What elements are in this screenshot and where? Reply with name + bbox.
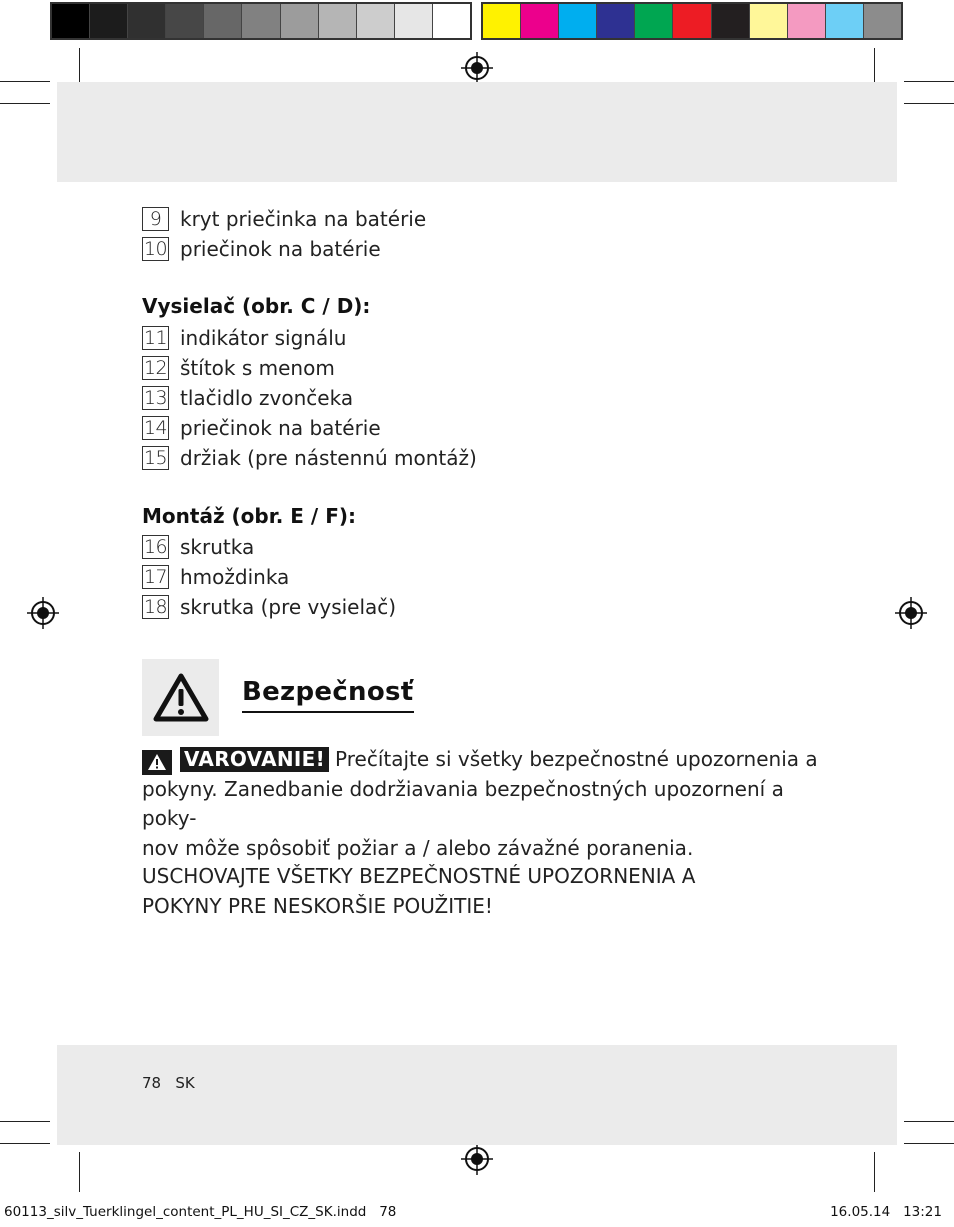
page-number: 78 <box>142 1074 162 1092</box>
item-text: priečinok na batérie <box>180 416 381 440</box>
section-heading-transmitter: Vysielač (obr. C / D): <box>142 294 371 318</box>
item-text: skrutka (pre vysielač) <box>180 595 397 619</box>
color-swatch <box>52 4 90 38</box>
item-text: hmoždinka <box>180 565 290 589</box>
warning-label: VAROVANIE! <box>180 747 329 772</box>
item-text: kryt priečinka na batérie <box>180 207 427 231</box>
item-number-box: 16 <box>143 536 168 558</box>
list-item <box>142 416 381 440</box>
warning-triangle-icon <box>153 673 209 723</box>
color-swatch <box>166 4 204 38</box>
color-swatch <box>521 4 559 38</box>
list-item <box>142 237 381 261</box>
crop-mark <box>874 1152 875 1192</box>
file-info: 60113_silv_Tuerklingel_content_PL_HU_SI_CZ_SK.indd 78 <box>4 1204 397 1220</box>
color-swatch <box>483 4 521 38</box>
item-number-box: 10 <box>143 238 168 260</box>
crop-mark <box>0 1121 50 1122</box>
crop-mark <box>904 1121 954 1122</box>
list-item <box>142 595 396 619</box>
item-text: tlačidlo zvončeka <box>180 386 354 410</box>
language-code: SK <box>175 1074 195 1092</box>
crop-mark <box>79 1152 80 1192</box>
item-number-box: 15 <box>143 447 168 469</box>
color-swatch <box>635 4 673 38</box>
color-swatch <box>357 4 395 38</box>
list-item <box>142 386 353 410</box>
list-item <box>142 446 477 470</box>
color-swatch <box>433 4 470 38</box>
process-color-bar <box>481 2 903 40</box>
item-number-box: 18 <box>143 596 168 618</box>
color-swatch <box>128 4 166 38</box>
color-swatch <box>712 4 750 38</box>
list-item <box>142 207 426 231</box>
keep-instructions-paragraph <box>142 862 822 921</box>
item-number-box: 12 <box>143 357 168 379</box>
warning-text-line: nov môže spôsobiť požiar a / alebo závažné poranenia. <box>142 835 694 860</box>
color-swatch <box>242 4 280 38</box>
grayscale-color-bar <box>50 2 472 40</box>
color-swatch <box>597 4 635 38</box>
color-swatch <box>788 4 826 38</box>
item-number-box: 11 <box>143 327 168 349</box>
crop-mark <box>904 1143 954 1144</box>
registration-mark-icon <box>461 52 493 84</box>
color-swatch <box>319 4 357 38</box>
crop-mark <box>904 81 954 82</box>
color-swatch <box>204 4 242 38</box>
list-item <box>142 565 289 589</box>
crop-mark <box>0 81 50 82</box>
list-item <box>142 535 254 559</box>
registration-mark-icon <box>461 1143 493 1175</box>
item-text: indikátor signálu <box>180 326 347 350</box>
color-swatch <box>90 4 128 38</box>
crop-mark <box>0 1143 50 1144</box>
item-text: priečinok na batérie <box>180 237 381 261</box>
color-swatch <box>395 4 433 38</box>
page-footer <box>142 1074 195 1092</box>
registration-mark-icon <box>27 597 59 629</box>
color-swatch <box>281 4 319 38</box>
date-time: 16.05.14 13:21 <box>830 1204 942 1220</box>
registration-mark-icon <box>895 597 927 629</box>
section-heading-mounting: Montáž (obr. E / F): <box>142 504 357 528</box>
caps-text-line: POKYNY PRE NESKORŠIE POUŽITIE! <box>142 893 493 918</box>
color-swatch <box>864 4 901 38</box>
crop-mark <box>0 103 50 104</box>
header-band <box>57 82 897 182</box>
color-swatch <box>826 4 864 38</box>
item-number-box: 13 <box>143 387 168 409</box>
caps-text-line: USCHOVAJTE VŠETKY BEZPEČNOSTNÉ UPOZORNENIA A <box>142 864 696 888</box>
list-item <box>142 326 346 350</box>
section-title-safety: Bezpečnosť <box>242 677 414 713</box>
item-text: držiak (pre nástennú montáž) <box>180 446 477 470</box>
item-number-box: 9 <box>142 207 169 231</box>
item-number-box: 14 <box>143 417 168 439</box>
warning-text-line: pokyny. Zanedbanie dodržiavania bezpečnostných upozornení a poky- <box>142 776 784 830</box>
warning-small-icon <box>142 750 172 775</box>
item-text: štítok s menom <box>180 356 335 380</box>
footer-band <box>57 1045 897 1145</box>
item-number-box: 17 <box>143 566 168 588</box>
color-swatch <box>673 4 711 38</box>
warning-paragraph <box>142 745 822 863</box>
color-swatch <box>559 4 597 38</box>
crop-mark <box>904 103 954 104</box>
item-text: skrutka <box>180 535 255 559</box>
list-item <box>142 356 335 380</box>
color-swatch <box>750 4 788 38</box>
warning-text-line: Prečítajte si všetky bezpečnostné upozornenia a <box>335 747 818 771</box>
warning-panel <box>142 659 219 736</box>
